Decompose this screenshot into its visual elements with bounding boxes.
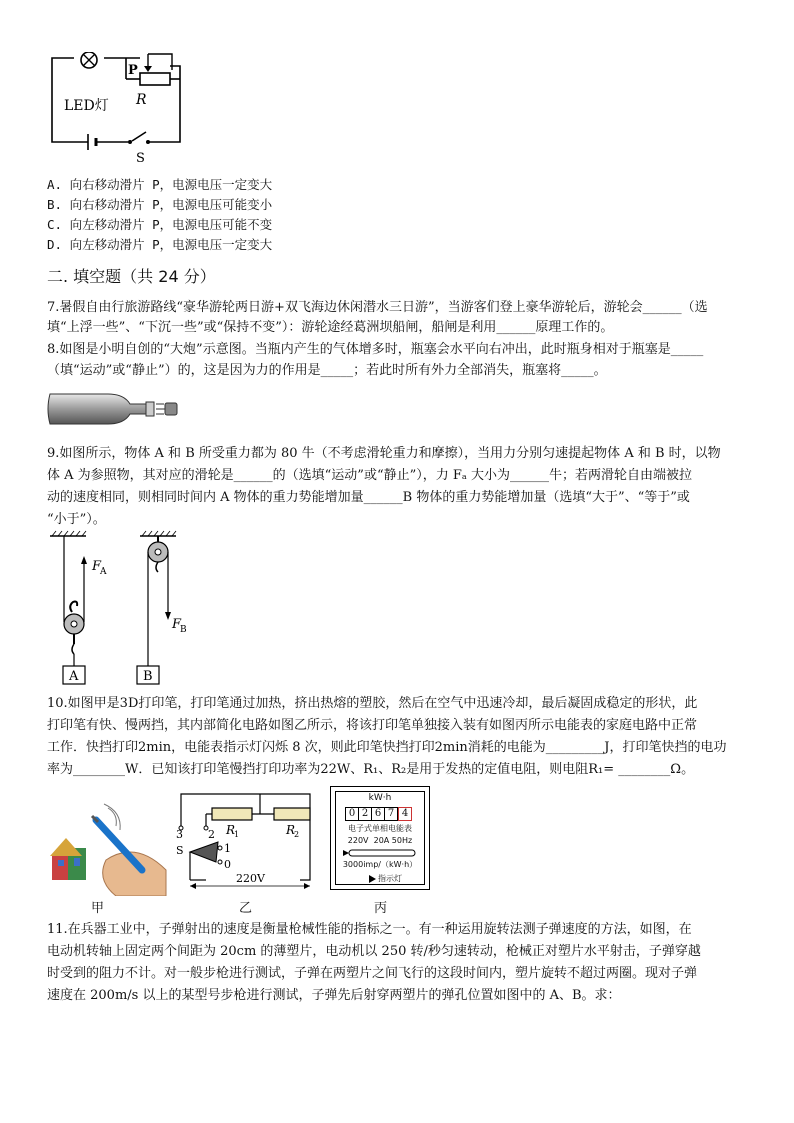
meter-disc bbox=[343, 849, 417, 857]
circuit-figure bbox=[40, 52, 200, 167]
q8-line-1: 8.如图是小明自创的“大炮”示意图。当瓶内产生的气体增多时，瓶塞会水平向右冲出，此时瓶身相对于瓶塞是_____ bbox=[47, 342, 704, 357]
q10-line-4: 率为________W．已知该打印笔慢挡打印功率为22W、R₁、R₂是用于发热的定值电阻，则电阻R₁= ________Ω。 bbox=[47, 762, 695, 777]
block-b-label: B bbox=[143, 669, 153, 684]
fb-sub: B bbox=[180, 625, 187, 635]
q8-line-2: （填“运动”或“静止”）的，这是因为力的作用是_____；若此时所有外力全部消失，瓶塞将_____。 bbox=[47, 363, 607, 378]
s-label: S bbox=[136, 151, 145, 166]
pulley-figure bbox=[46, 530, 196, 690]
bottle-cannon-figure bbox=[46, 388, 181, 430]
q9-line-3: 动的速度相同，则相同时间内 A 物体的重力势能增加量______B 物体的重力势能增加量（选填“大于”、“等于”或 bbox=[47, 490, 690, 505]
q11-line-3: 时受到的阻力不计。对一般步枪进行测试，子弹在两塑片之间飞行的这段时间内，塑片旋转不超过两圈。现对子弹 bbox=[47, 966, 698, 981]
option-a: A. 向右移动滑片 P，电源电压一定变大 bbox=[47, 177, 273, 192]
q10-line-1: 10.如图甲是3D打印笔，打印笔通过加热，挤出热熔的塑胶，然后在空气中迅速冷却，最后凝固成稳定的形状，此 bbox=[47, 696, 698, 711]
energy-meter bbox=[330, 786, 430, 890]
meter-digit: 6 bbox=[372, 807, 385, 821]
caption-yi: 乙 bbox=[239, 901, 253, 916]
option-d: D. 向左移动滑片 P，电源电压一定变大 bbox=[47, 237, 273, 252]
q11-line-1: 11.在兵器工业中，子弹射出的速度是衡量枪械性能的指标之一。有一种运用旋转法测子弹速度的方法，如图，在 bbox=[47, 922, 692, 937]
q11-line-4: 速度在 200m/s 以上的某型号步枪进行测试，子弹先后射穿两塑片的弹孔位置如图中的 A、B。求： bbox=[47, 988, 621, 1003]
q9-line-2: 体 A 为参照物，其对应的滑轮是______的（选填“运动”或“静止”），力 Fₐ 大小为______牛；若两滑轮自由端被拉 bbox=[47, 468, 693, 483]
terminal-2: 2 bbox=[208, 828, 215, 841]
meter-digit-decimal: 4 bbox=[398, 807, 412, 821]
meter-rating: 220V 20A 50Hz bbox=[347, 836, 413, 845]
meter-unit: kW·h bbox=[368, 793, 392, 803]
pen-circuit-figure bbox=[170, 790, 322, 894]
meter-digits bbox=[345, 807, 412, 821]
terminal-1: 1 bbox=[224, 842, 231, 855]
caption-jia: 甲 bbox=[91, 901, 105, 916]
terminal-3: 3 bbox=[176, 828, 183, 841]
fb-label: F bbox=[172, 617, 182, 632]
r1-label: R bbox=[226, 823, 236, 837]
q9-line-4: “小于”）。 bbox=[47, 512, 106, 527]
meter-imp: 3000imp/（kW·h） bbox=[342, 860, 418, 869]
indicator-light-icon bbox=[369, 875, 376, 883]
section-title: 二. 填空题（共 24 分） bbox=[47, 267, 216, 286]
block-a-label: A bbox=[69, 669, 79, 684]
r2-sub: 2 bbox=[294, 830, 300, 839]
q9-line-1: 9.如图所示，物体 A 和 B 所受重力都为 80 牛（不考虑滑轮重力和摩擦），当用力分别匀速提起物体 A 和 B 时，以物 bbox=[47, 446, 721, 461]
r1-sub: 1 bbox=[234, 830, 240, 839]
q10-line-2: 打印笔有快、慢两挡，其内部简化电路如图乙所示，将该打印笔单独接入装有如图丙所示电能表的家庭电路中正常 bbox=[47, 718, 698, 733]
meter-name: 电子式单相电能表 bbox=[348, 824, 412, 833]
switch-s-label: S bbox=[176, 844, 184, 857]
q7-line-2: 填“上浮一些”、“下沉一些”或“保持不变”）：游轮途经葛洲坝船闸，船闸是利用______原理工作的。 bbox=[47, 320, 614, 335]
q10-line-3: 工作．快挡打印2min，电能表指示灯闪烁 8 次，则此印笔快挡打印2min消耗的电能为_________J，打印笔快挡的电功 bbox=[47, 740, 727, 755]
meter-digit: 7 bbox=[385, 807, 398, 821]
voltage-label: 220V bbox=[236, 872, 265, 885]
meter-digit: 2 bbox=[359, 807, 372, 821]
p-label: P bbox=[128, 63, 138, 78]
led-label: LED灯 bbox=[64, 98, 109, 114]
r-label: R bbox=[136, 92, 147, 108]
terminal-0: 0 bbox=[224, 858, 231, 871]
meter-digit: 0 bbox=[345, 807, 359, 821]
q11-line-2: 电动机转轴上固定两个间距为 20cm 的薄塑片，电动机以 250 转/秒匀速转动，枪械正对塑片水平射击，子弹穿越 bbox=[47, 944, 701, 959]
r2-label: R bbox=[286, 823, 296, 837]
fa-label: F bbox=[92, 559, 102, 574]
q7-line-1: 7.暑假自由行旅游路线“豪华游轮两日游+双飞海边休闲潜水三日游”，当游客们登上豪华游轮后，游轮会______（选 bbox=[47, 300, 708, 315]
meter-indicator-label: 指示灯 bbox=[378, 874, 402, 883]
option-b: B. 向右移动滑片 P，电源电压可能变小 bbox=[47, 197, 273, 212]
caption-bing: 丙 bbox=[374, 901, 388, 916]
fa-sub: A bbox=[100, 567, 107, 577]
3d-pen-figure bbox=[46, 800, 170, 896]
option-c: C. 向左移动滑片 P，电源电压可能不变 bbox=[47, 217, 273, 232]
